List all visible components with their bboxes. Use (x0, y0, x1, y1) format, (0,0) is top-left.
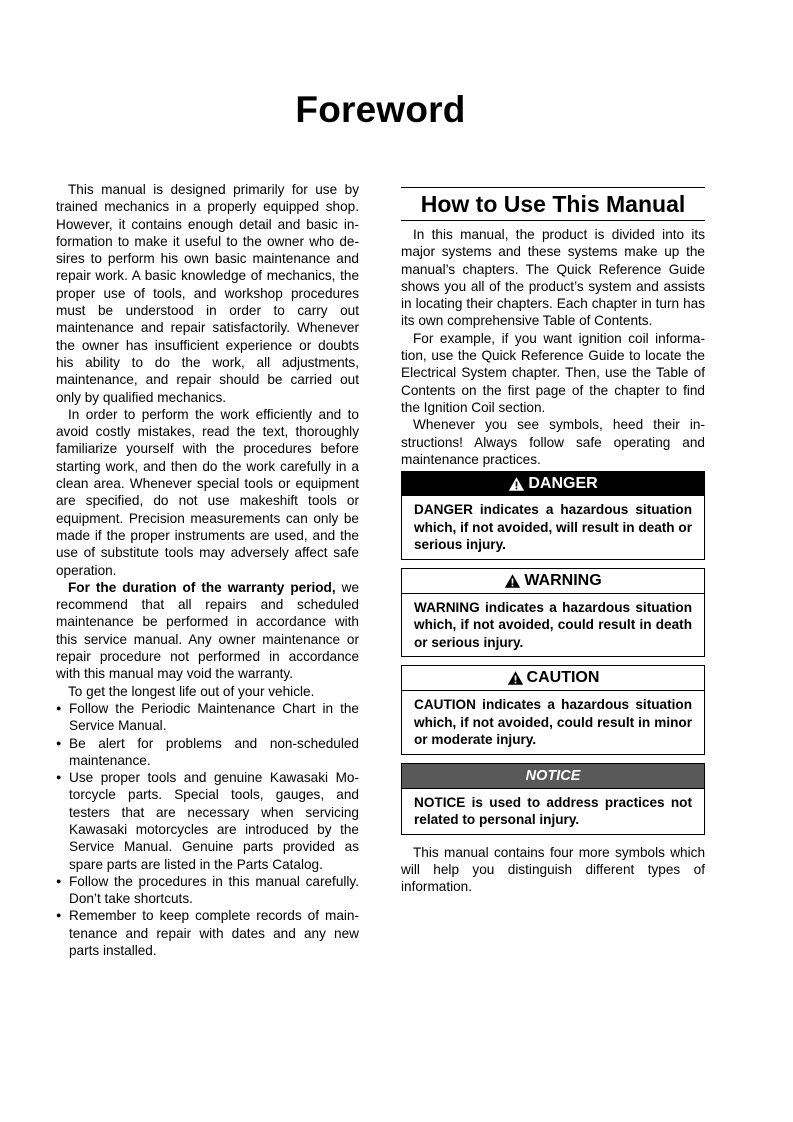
efficiency-paragraph: In order to perform the work efficiently and to avoid costly mistakes, read the text, thoroughly familiarize yourself with the procedures before starting work, and then do the work carefully in a clean area. Whenever special tools or equipment are specified, do not use makeshift tools or equipment. Precision measurements can only be made if the proper instruments are used, and the use of substitute tools may adversely affect safe operation. (56, 406, 359, 578)
list-item: ● Be alert for problems and non-scheduled maintenance. (56, 735, 359, 770)
danger-text: DANGER indicates a hazardous situation which, if not avoided, will result in death or serious injury. (414, 502, 692, 553)
caution-header (402, 666, 704, 691)
list-item: ● Remember to keep complete records of maintenance and repair with dates and any new parts installed. (56, 907, 359, 959)
danger-box (401, 471, 705, 560)
longest-life-paragraph: To get the longest life out of your vehicle. (68, 683, 315, 699)
warning-triangle-icon (504, 573, 521, 589)
systems-paragraph: In this manual, the product is divided into its major systems and these systems make up the manual’s chapters. The Quick Reference Guide shows you all of the product’s system and assists in locating their chapters. Each chapter in turn has its own comprehensive Table of Contents. (401, 227, 705, 329)
list-item: ● Follow the procedures in this manual carefully. Don’t take shortcuts. (56, 873, 359, 908)
caution-box (401, 665, 705, 755)
danger-label: DANGER (528, 475, 598, 493)
symbols-paragraph: Whenever you see symbols, heed their instructions! Always follow safe operating and maintenance practices. (401, 417, 705, 467)
how-to-use-heading: How to Use This Manual (401, 187, 705, 221)
warning-triangle-icon (507, 670, 524, 686)
notice-text: NOTICE is used to address practices not related to personal injury. (402, 788, 704, 834)
warranty-text: we recommend that all repairs and scheduled maintenance be performed in accordance with this service manual. Any owner maintenance or repair procedure not performed in accordance with this manual may void the warranty. (56, 579, 359, 682)
list-item: ● Follow the Periodic Maintenance Chart in the Service Manual. (56, 700, 359, 735)
notice-header (402, 764, 704, 788)
warning-label: WARNING (524, 571, 602, 589)
page-title: Foreword (295, 89, 466, 130)
warning-triangle-icon (508, 476, 525, 492)
warranty-lead: For the duration of the warranty period, (68, 579, 336, 595)
notice-label: NOTICE (525, 767, 581, 784)
left-column (56, 181, 359, 959)
tips-list (56, 700, 359, 959)
warning-header (402, 569, 704, 594)
warning-box (401, 568, 705, 658)
warranty-paragraph (56, 579, 359, 683)
right-column (401, 187, 705, 896)
notice-box (401, 763, 705, 835)
warning-text: WARNING indicates a hazardous situation which, if not avoided, could result in death or serious injury. (414, 599, 692, 650)
example-paragraph: For example, if you want ignition coil information, use the Quick Reference Guide to locate the Electrical System chapter. Then, use the Table of Contents on the first page of the chapter to find the Ignition Coil section. (401, 330, 705, 415)
danger-header (402, 472, 704, 496)
list-item: ● Use proper tools and genuine Kawasaki Motorcycle parts. Special tools, gauges, and testers that are necessary when servicing Kawasaki motorcycles are introduced by the Service Manual. Genuine parts provided as spare parts are listed in the Parts Catalog. (56, 769, 359, 873)
caution-text: CAUTION indicates a hazardous situation which, if not avoided, could result in minor or moderate injury. (414, 697, 692, 748)
caution-label: CAUTION (526, 669, 600, 687)
four-symbols-paragraph: This manual contains four more symbols which will help you distinguish different types of information. (401, 844, 705, 895)
intro-paragraph: This manual is designed primarily for use by trained mechanics in a properly equipped shop. However, it contains enough detail and basic information to make it useful to the owner who desires to perform his own basic maintenance and repair work. A basic knowledge of mechanics, the proper use of tools, and workshop procedures must be understood in order to carry out maintenance and repair satisfactorily. Whenever the owner has insufficient experience or doubts his ability to do the work, all adjustments, maintenance, and repair should be carried out only by qualified mechanics. (56, 182, 359, 405)
